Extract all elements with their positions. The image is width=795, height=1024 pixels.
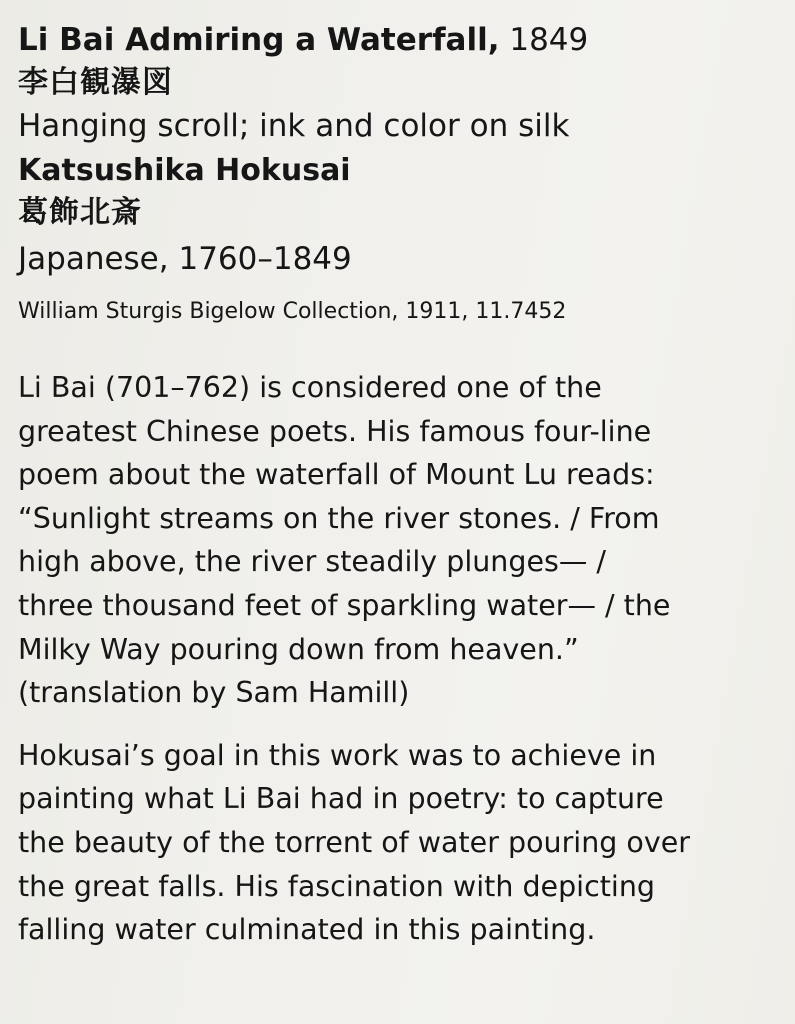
artwork-title-japanese: 李白観瀑図 (18, 65, 173, 100)
paragraph-line: Li Bai (701–762) is considered one of the (18, 371, 602, 404)
paragraph-line: the great falls. His fascination with depicting (18, 869, 655, 903)
paragraph-line: falling water culminated in this painting. (18, 913, 596, 947)
paragraph-line: the beauty of the torrent of water pouring over (18, 825, 690, 859)
title-line (18, 18, 790, 62)
museum-wall-label (18, 18, 790, 952)
paragraph-line: (translation by Sam Hamill) (18, 676, 410, 710)
artist-nationality-dates: Japanese, 1760–1849 (18, 241, 352, 277)
paragraph-line: Milky Way pouring down from heaven.” (18, 632, 579, 666)
paragraph-line: three thousand feet of sparkling water— / the (18, 588, 671, 622)
artist-name: Katsushika Hokusai (18, 153, 351, 188)
paragraph-line: high above, the river steadily plunges— / (18, 545, 606, 579)
paragraph-line: Hokusai’s goal in this work was to achieve in (18, 738, 657, 772)
artwork-year: 1849 (509, 22, 589, 58)
description-paragraph-1 (18, 366, 790, 715)
paragraph-line: greatest Chinese poets. His famous four-line (18, 414, 652, 448)
paragraph-line: “Sunlight streams on the river stones. / From (18, 501, 660, 535)
artwork-medium: Hanging scroll; ink and color on silk (18, 108, 570, 144)
credit-line: William Sturgis Bigelow Collection, 1911, 11.7452 (18, 299, 567, 324)
paragraph-line: poem about the waterfall of Mount Lu reads: (18, 458, 655, 492)
paragraph-line: painting what Li Bai had in poetry: to capture (18, 782, 664, 816)
artwork-title: Li Bai Admiring a Waterfall, (18, 22, 500, 58)
artist-name-japanese: 葛飾北斎 (18, 195, 142, 230)
description-paragraph-2 (18, 734, 790, 952)
